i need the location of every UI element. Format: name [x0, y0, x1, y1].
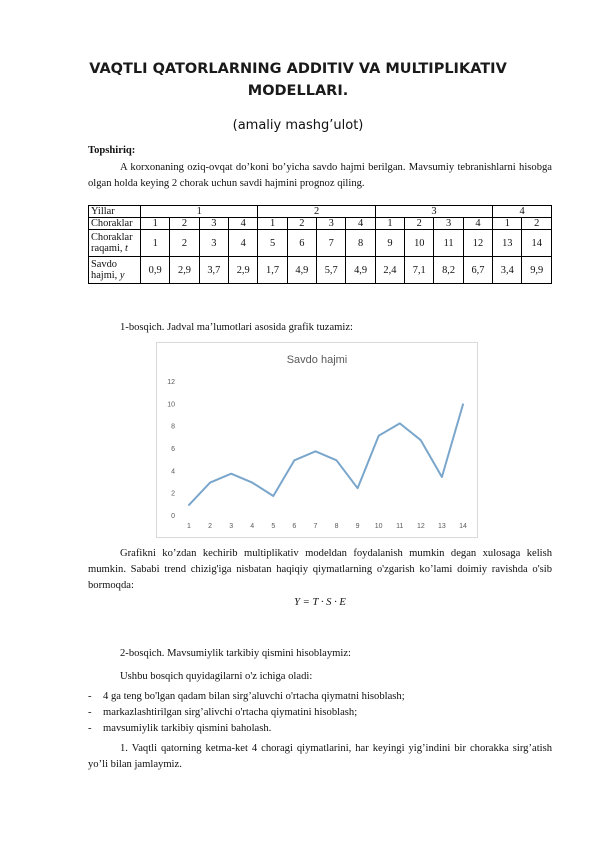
table-row-label: Yillar [89, 206, 141, 218]
table-cell-y: 4,9 [287, 257, 316, 284]
analysis-text: Grafikni ko’zdan kechirib multiplikativ modeldan foydalanish mumkin degan xulosaga kelish mumkin. Sababi trend chizig'iga nisbatan haqiqiy qiymatlarning o'zgarish ko’lami doimiy ravishda o'sib bormoqda: [88, 548, 552, 591]
table-cell-y: 2,9 [170, 257, 199, 284]
table-cell-quarter: 4 [463, 218, 492, 230]
table-cell-quarter: 3 [317, 218, 346, 230]
y-tick-label: 0 [171, 513, 175, 520]
table-cell-y: 7,1 [405, 257, 434, 284]
table-row-label: Choraklar raqami, t [89, 230, 141, 257]
table-cell-year: 1 [141, 206, 258, 218]
table-row-years [89, 206, 552, 218]
table-cell-t: 7 [317, 230, 346, 257]
table-cell-y: 5,7 [317, 257, 346, 284]
x-tick-label: 13 [438, 523, 446, 530]
y-tick-label: 12 [167, 379, 175, 386]
table-cell-y: 3,4 [493, 257, 522, 284]
table-row-y [89, 257, 552, 284]
task-text: A korxonaning oziq-ovqat do’koni bo’yicha savdo hajmi berilgan. Mavsumiy tebranishlarni hisobga olgan holda keying 2 chorak uchun savdi hajmini prognoz qiling. [88, 162, 552, 189]
x-tick-label: 8 [334, 523, 339, 530]
sales-chart [156, 342, 478, 538]
table-cell-quarter: 2 [287, 218, 316, 230]
y-tick-label: 4 [171, 468, 175, 476]
table-cell-t: 3 [199, 230, 228, 257]
x-tick-label: 4 [250, 523, 255, 530]
y-tick-label: 8 [171, 423, 175, 431]
table-cell-t: 6 [287, 230, 316, 257]
table-cell-quarter: 3 [434, 218, 463, 230]
formula: Y = T · S · E [294, 597, 346, 608]
table-row-quarters [89, 218, 552, 230]
table-cell-t: 14 [522, 230, 552, 257]
table-cell-t: 1 [141, 230, 170, 257]
page-subtitle: (amaliy mashg’ulot) [232, 118, 364, 133]
table-cell-t: 2 [170, 230, 199, 257]
x-tick-label: 9 [355, 523, 360, 530]
list-item: - markazlashtirilgan sirg’alivchi o'rtacha qiymatini hisoblash; [88, 707, 358, 718]
x-tick-label: 3 [229, 523, 234, 530]
table-cell-quarter: 2 [170, 218, 199, 230]
table-cell-quarter: 3 [199, 218, 228, 230]
table-cell-quarter: 4 [346, 218, 375, 230]
x-tick-label: 11 [396, 523, 404, 530]
table-cell-t: 10 [405, 230, 434, 257]
table-cell-quarter: 2 [405, 218, 434, 230]
table-cell-t: 11 [434, 230, 463, 257]
y-tick-label: 2 [171, 490, 175, 498]
sales-line-chart [157, 343, 477, 537]
series-line [189, 404, 463, 505]
table-row-label: Choraklar [89, 218, 141, 230]
table-cell-year: 4 [493, 206, 552, 218]
table-cell-quarter: 4 [229, 218, 258, 230]
table-row-t [89, 230, 552, 257]
chart-title: Savdo hajmi [286, 354, 348, 366]
table-cell-quarter: 1 [141, 218, 170, 230]
x-tick-label: 12 [416, 523, 425, 530]
x-tick-label: 2 [208, 523, 213, 530]
list-item: - mavsumiylik tarkibiy qismini baholash. [88, 723, 272, 734]
table-cell-quarter: 2 [522, 218, 552, 230]
table-cell-y: 9,9 [522, 257, 552, 284]
table-cell-y: 6,7 [463, 257, 492, 284]
table-cell-t: 9 [375, 230, 404, 257]
table-cell-t: 5 [258, 230, 287, 257]
table-cell-y: 4,9 [346, 257, 375, 284]
list-item: - 4 ga teng bo'lgan qadam bilan sirg’aluvchi o'rtacha qiymatni hisoblash; [88, 691, 405, 702]
x-tick-label: 10 [374, 523, 383, 530]
x-tick-label: 14 [459, 523, 467, 530]
table-cell-t: 12 [463, 230, 492, 257]
step1-text: 1-bosqich. Jadval ma’lumotlari asosida grafik tuzamiz: [120, 322, 353, 333]
step2-intro: Ushbu bosqich quyidagilarni o'z ichiga oladi: [120, 671, 313, 682]
table-row-label: Savdo hajmi, y [89, 257, 141, 284]
table-cell-quarter: 1 [493, 218, 522, 230]
x-tick-label: 7 [313, 523, 318, 530]
x-tick-label: 6 [292, 523, 297, 530]
table-cell-y: 2,9 [229, 257, 258, 284]
x-tick-label: 1 [187, 523, 191, 530]
y-tick-label: 6 [171, 446, 175, 453]
table-cell-t: 4 [229, 230, 258, 257]
table-cell-quarter: 1 [375, 218, 404, 230]
table-cell-t: 8 [346, 230, 375, 257]
table-cell-year: 3 [375, 206, 492, 218]
table-cell-quarter: 1 [258, 218, 287, 230]
table-cell-y: 8,2 [434, 257, 463, 284]
table-cell-y: 0,9 [141, 257, 170, 284]
table-cell-y: 1,7 [258, 257, 287, 284]
step2-text: 2-bosqich. Mavsumiylik tarkibiy qismini hisoblaymiz: [120, 648, 351, 659]
page-title: VAQTLI QATORLARNING ADDITIV VA MULTIPLIKATIV MODELLARI. [89, 61, 507, 99]
table-cell-t: 13 [493, 230, 522, 257]
table-cell-y: 3,7 [199, 257, 228, 284]
table-cell-y: 2,4 [375, 257, 404, 284]
data-table [88, 205, 552, 284]
task-heading: Topshiriq: [88, 145, 136, 156]
y-tick-label: 10 [167, 401, 175, 409]
x-tick-label: 5 [271, 523, 276, 530]
table-cell-year: 2 [258, 206, 375, 218]
step2-point1: 1. Vaqtli qatorning ketma-ket 4 choragi qiymatlarini, har keyingi yig’indini bir chorakka sirg’atish yo’li bilan jamlaymiz. [88, 743, 552, 770]
